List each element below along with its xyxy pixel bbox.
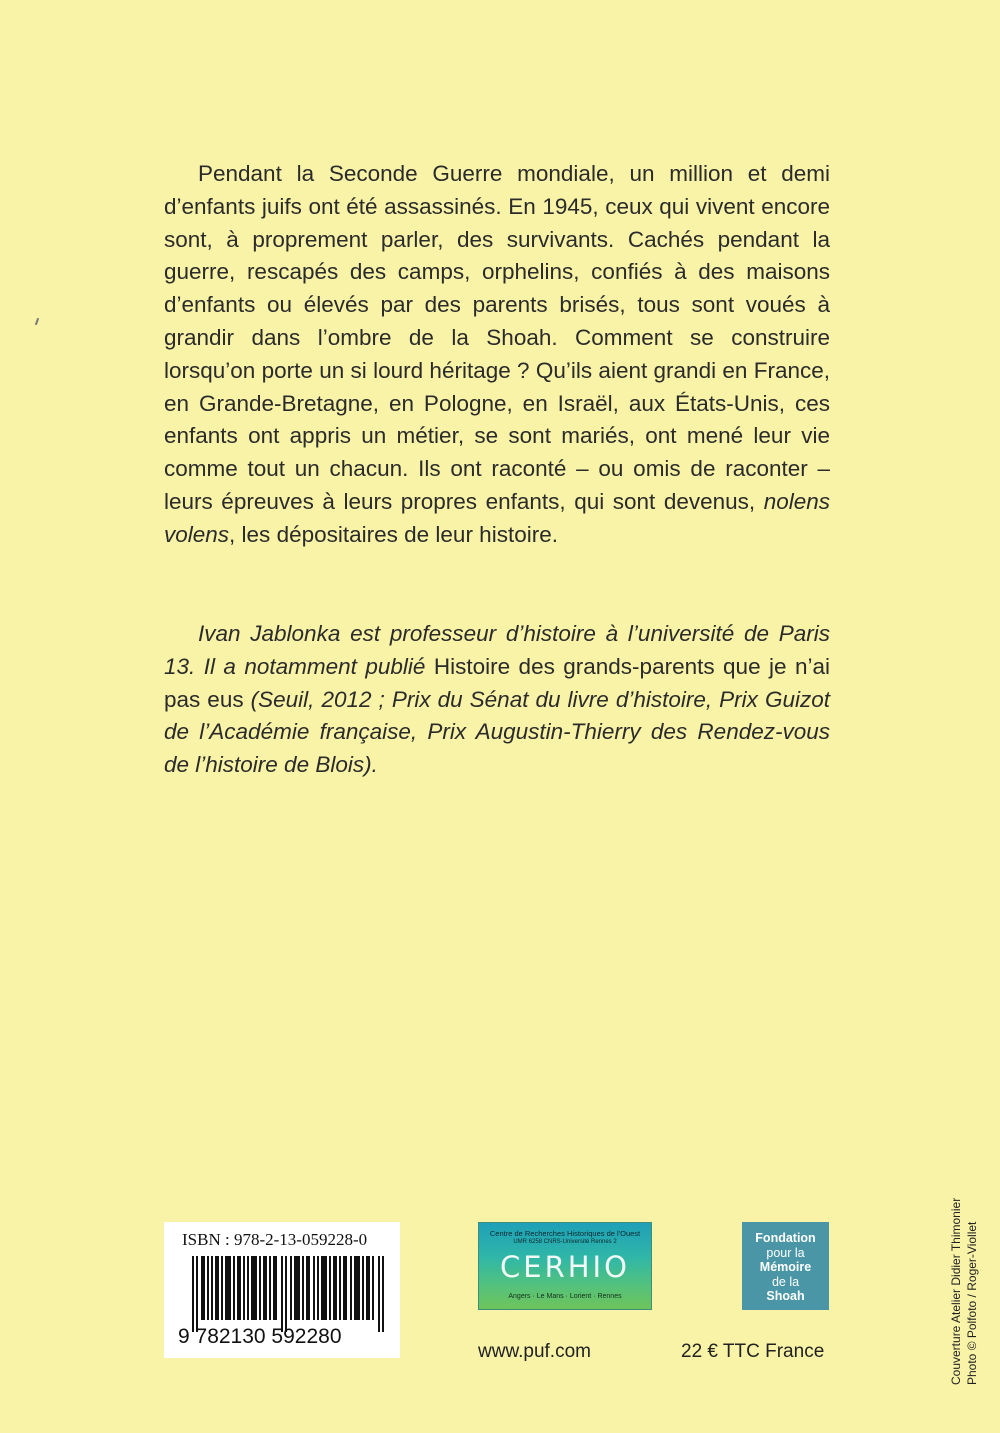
summary-text-1: Pendant la Seconde Guerre mondiale, un million et demi d’enfants juifs ont été assassinés. En 1945, ceux qui vivent encore sont, à proprement parler, des survivants. Cachés pendant la guerre, rescapés des camps, orphelins, confiés à des maisons d’enfants ou élevés par des parents brisés, tous sont voués à grandir dans l’ombre de la Shoah. Comment se construire lorsqu’on porte un si lourd héritage ? Qu’ils aient grandi en France, en Grande-Bretagne, en Pologne, en Israël, aux États-Unis, ces enfants ont appris un métier, se sont mariés, ont mené leur vie comme tout un chacun. Ils ont raconté – ou omis de raconter – leurs épreuves à leurs propres enfants, qui sont devenus, xyxy=(164,161,830,514)
fondation-line3: Mémoire xyxy=(759,1260,812,1274)
barcode-box xyxy=(164,1222,400,1358)
fondation-shoah-logo xyxy=(742,1222,829,1310)
fondation-line4: de la xyxy=(771,1274,800,1289)
photo-credit: Photo © Polfoto / Roger-Viollet xyxy=(965,1221,979,1385)
book-summary xyxy=(164,158,830,552)
scan-speck xyxy=(35,318,39,325)
author-bio xyxy=(164,618,830,782)
author-bio-text-1: Ivan Jablonka est professeur d’histoire à l’université de Paris 13. Il a notamment publié xyxy=(164,621,830,679)
cerhio-logo xyxy=(478,1222,652,1310)
cerhio-line2: UMR 6258 CNRS-Université Rennes 2 xyxy=(513,1239,617,1245)
isbn-label: ISBN : 978-2-13-059228-0 xyxy=(182,1230,368,1249)
barcode-icon xyxy=(192,1256,388,1332)
author-bio-book-title: Histoire des grands-parents que je n’ai pas eus xyxy=(164,653,830,712)
summary-italic-phrase: nolens volens xyxy=(164,488,830,547)
fondation-line1: Fondation xyxy=(755,1231,816,1245)
publisher-website: www.puf.com xyxy=(478,1341,591,1362)
cerhio-name: CERHIO xyxy=(500,1250,630,1284)
summary-text-2: , les dépositaires de leur histoire. xyxy=(229,521,558,547)
cerhio-cities: Angers · Le Mans · Lorient · Rennes xyxy=(508,1293,622,1300)
cover-credits xyxy=(948,1198,980,1385)
price-label: 22 € TTC France xyxy=(681,1341,825,1362)
author-bio-text-2: (Seuil, 2012 ; Prix du Sénat du livre d’histoire, Prix Guizot de l’Académie française, Prix Augustin-Thierry des Rendez-vous de l’histoire de Blois). xyxy=(164,686,830,778)
cover-credit: Couverture Atelier Didier Thimonier xyxy=(949,1197,963,1385)
fondation-line2: pour la xyxy=(766,1245,805,1260)
cerhio-line1: Centre de Recherches Historiques de l'Ouest xyxy=(489,1229,641,1238)
fondation-line5: Shoah xyxy=(766,1289,805,1303)
barcode-digits: 9 782130 592280 xyxy=(178,1325,342,1348)
